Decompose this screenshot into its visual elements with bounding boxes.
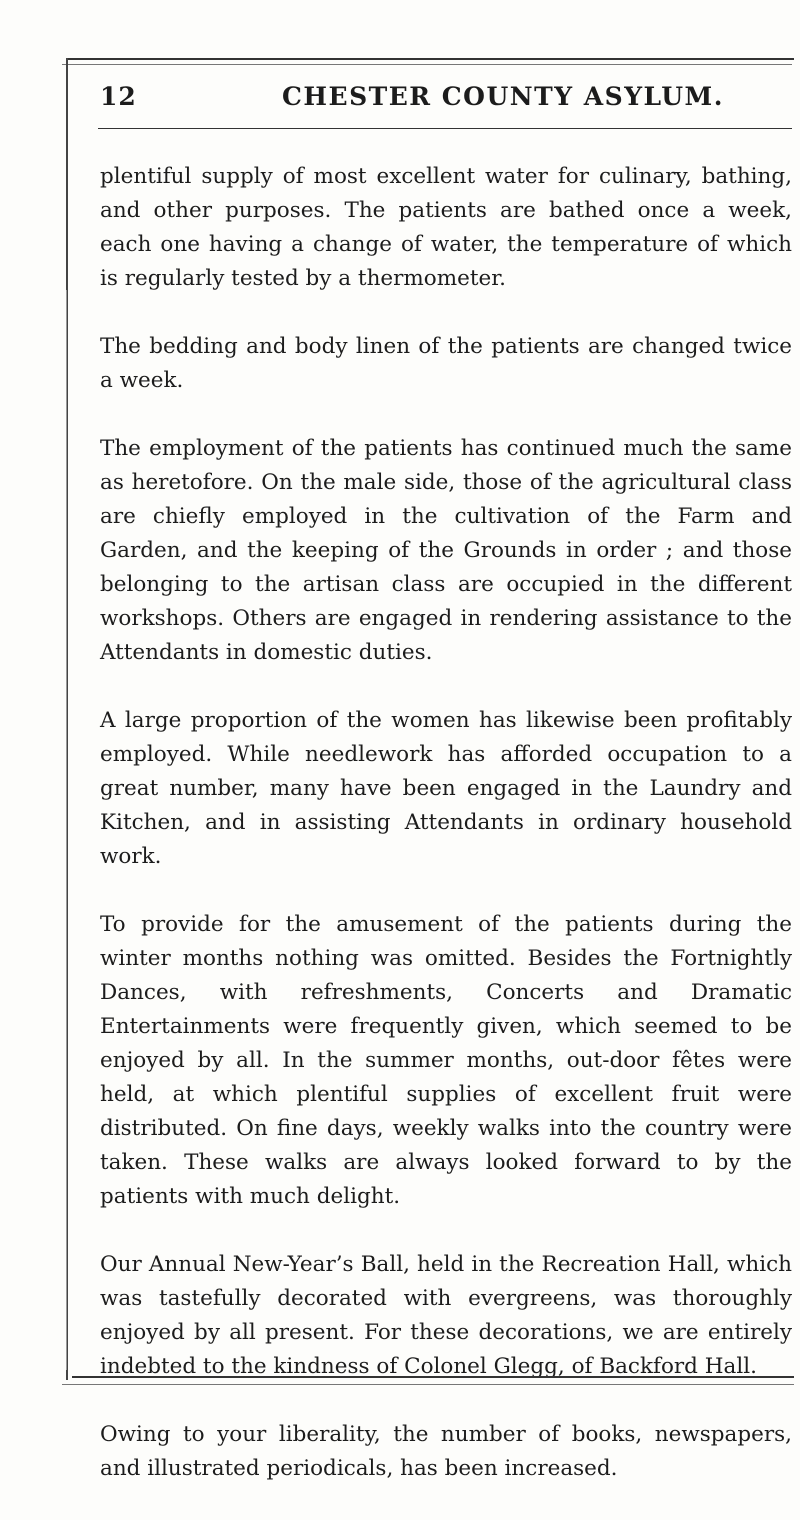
paragraph-bedding: The bedding and body linen of the patients are changed twice a week. (100, 334, 792, 393)
paragraph-amusement: To provide for the amusement of the patients during the winter months nothing was omitted. Besides the Fortnightly Dances, with refreshments, Concerts and Dramatic Entertainments were frequently given, which seemed to be enjoyed by all. In the summer months, out-door fêtes were held, at which plentiful supplies of excellent fruit were distributed. On fine days, weekly walks into the country were taken. These walks are always looked forward to by the patients with much delight. (100, 912, 792, 1209)
paragraph-new-year-ball: Our Annual New-Year’s Ball, held in the Recreation Hall, which was tastefully decorated with evergreens, was thoroughly enjoyed by all present. For these decorations, we are entirely indebted to the kindness of Colonel Glegg, of Backford Hall. (100, 1252, 792, 1379)
bottom-border-rule (72, 1376, 794, 1378)
page-number: 12 (100, 82, 137, 111)
paragraph-employment-women: A large proportion of the women has likewise been profitably employed. While needlework has afforded occupation to a great number, many have been engaged in the Laundry and Kitchen, and in assisting Attendants in ordinary household work. (100, 708, 792, 869)
left-margin-line (66, 290, 67, 1370)
paragraph-employment-men: The employment of the patients has continued much the same as heretofore. On the male side, those of the agricultural class are chiefly employed in the cultivation of the Farm and Garden, and the keeping of the Grounds in order ; and those belonging to the artisan class are occupied in the different workshops. Others are engaged in rendering assistance to the Attendants in domestic duties. (100, 436, 792, 665)
bottom-border-rule-outer (62, 1384, 794, 1385)
paragraph-water-supply: plentiful supply of most excellent water for culinary, bathing, and other purposes. The patients are bathed once a week, each one having a change of water, the temperature of which is regularly tested by a thermometer. (100, 164, 792, 291)
page-body (100, 160, 792, 1520)
header-rule (98, 128, 792, 129)
paragraph-books: Owing to your liberality, the number of books, newspapers, and illustrated periodicals, has been increased. (100, 1422, 792, 1481)
running-head: CHESTER COUNTY ASYLUM. (282, 82, 724, 111)
